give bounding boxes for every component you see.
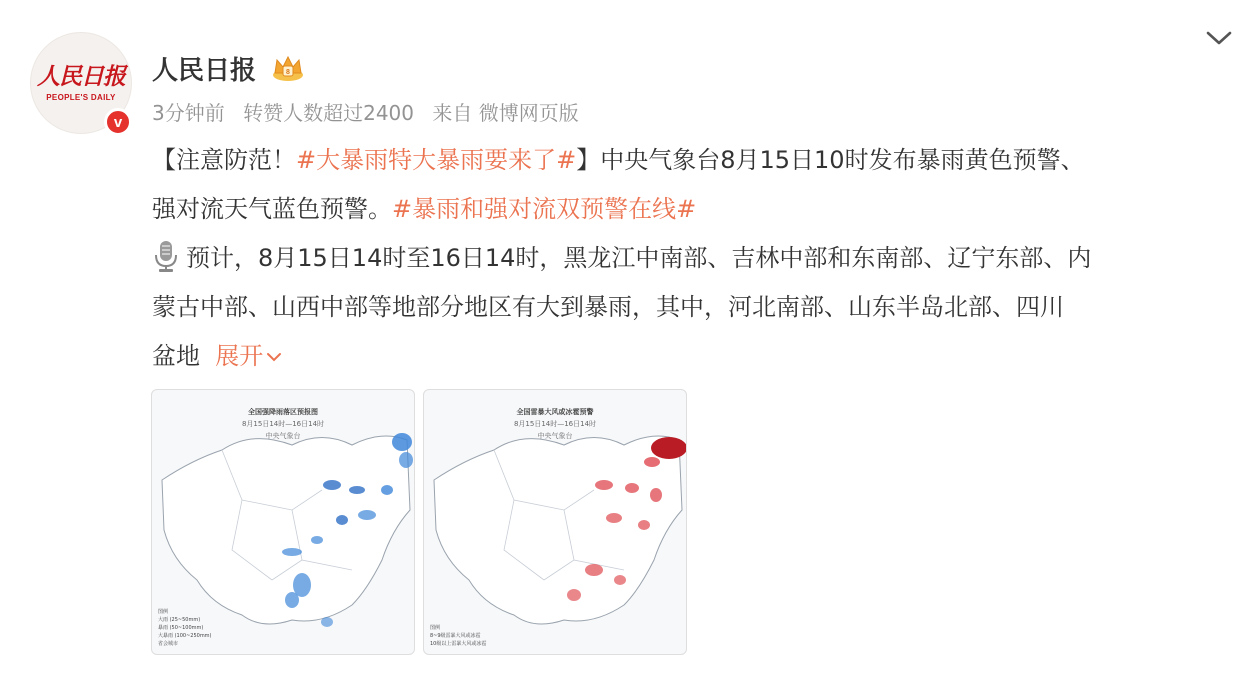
post-source: 来自 微博网页版 <box>432 101 579 125</box>
post-time[interactable]: 3分钟前 <box>152 101 225 125</box>
post-meta <box>152 97 591 126</box>
post-content <box>152 136 1232 381</box>
author-row <box>152 48 306 88</box>
post-line-2: 强对流天气蓝色预警。#暴雨和强对流双预警在线# <box>152 195 697 223</box>
logo-text-cn: 人民日报 <box>37 62 125 90</box>
map-legend: 图例 大雨 (25~50mm) 暴雨 (50~100mm) 大暴雨 (100~250mm) 省会城市 <box>158 609 212 647</box>
chevron-down-icon[interactable] <box>1204 28 1234 48</box>
svg-text:8: 8 <box>286 69 290 76</box>
post-line-5: 盆地 展开 <box>152 332 1232 381</box>
avatar[interactable] <box>30 32 134 136</box>
author-name[interactable]: 人民日报 <box>152 55 257 86</box>
hashtag-link[interactable]: #暴雨和强对流双预警在线# <box>392 195 697 223</box>
post-line-4: 蒙古中部、山西中部等地部分地区有大到暴雨，其中，河北南部、山东半岛北部、四川 <box>152 293 1064 321</box>
crown-badge-icon[interactable] <box>270 53 306 83</box>
image-thumbnail-rain-map[interactable] <box>151 389 415 655</box>
map-title: 全国雷暴大风或冰雹预警 8月15日14时—16日14时 中央气象台 <box>513 408 597 440</box>
chevron-down-icon <box>266 351 282 363</box>
map-legend: 图例 8~9级雷暴大风或冰雹 10级以上雷暴大风或冰雹 <box>430 625 487 647</box>
image-thumbnail-storm-map[interactable] <box>423 389 687 655</box>
logo-text-en: PEOPLE'S DAILY <box>46 92 116 102</box>
repost-count: 转赞人数超过2400 <box>243 101 414 125</box>
map-title: 全国强降雨落区预报图 8月15日14时—16日14时 中央气象台 <box>241 408 325 440</box>
post-line-1: 【注意防范！#大暴雨特大暴雨要来了#】中央气象台8月15日10时发布暴雨黄色预警、 <box>152 146 1085 174</box>
expand-link[interactable]: 展开 <box>215 342 282 370</box>
post-line-3: 预计，8月15日14时至16日14时，黑龙江中南部、吉林中部和东南部、辽宁东部、内 <box>152 234 1232 283</box>
microphone-icon <box>152 239 180 273</box>
hashtag-link[interactable]: #大暴雨特大暴雨要来了# <box>296 146 577 174</box>
verified-badge: v <box>104 108 132 136</box>
